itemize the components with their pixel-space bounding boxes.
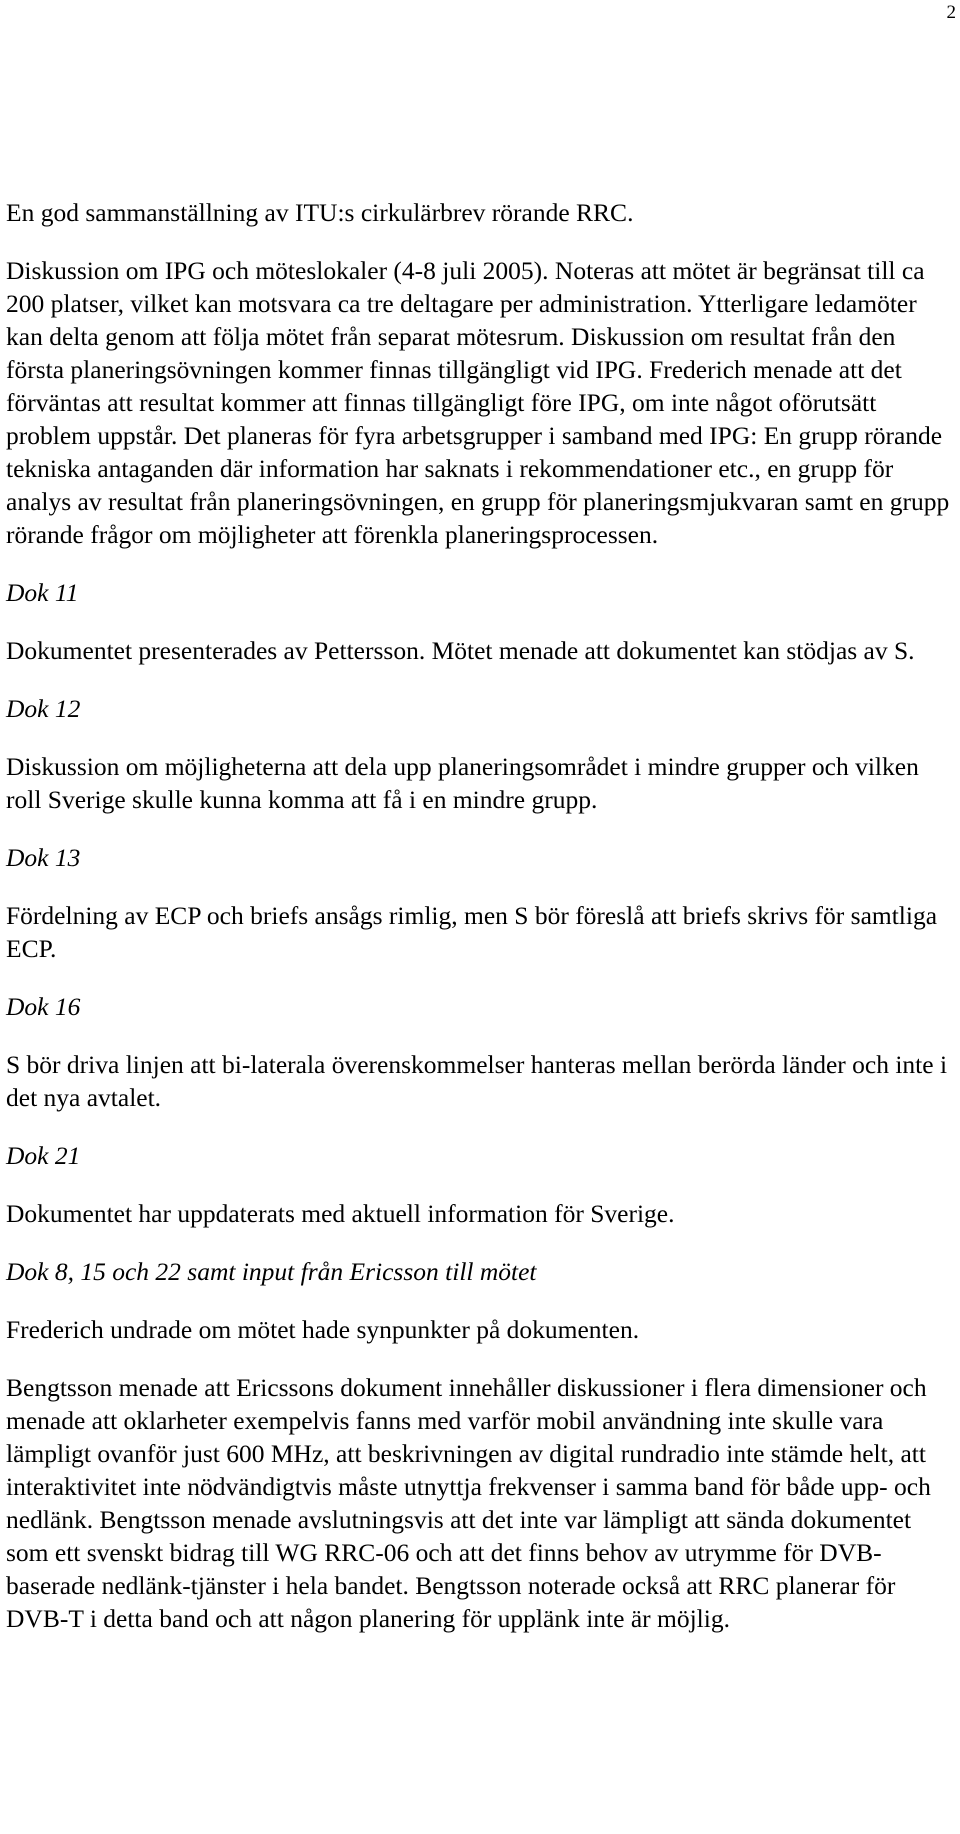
paragraph-dok-12: Diskussion om möjligheterna att dela upp planeringsområdet i mindre grupper och vilken roll Sverige skulle kunna komma att få i en mindre grupp. xyxy=(6,752,919,814)
paragraph-rrc-summary: En god sammanställning av ITU:s cirkulärbrev rörande RRC. xyxy=(6,198,634,227)
heading-dok-12: Dok 12 xyxy=(6,694,81,723)
paragraph-frederich-question: Frederich undrade om mötet hade synpunkter på dokumenten. xyxy=(6,1315,640,1344)
heading-dok-16: Dok 16 xyxy=(6,992,81,1021)
paragraph-dok-16: S bör driva linjen att bi-laterala överenskommelser hanteras mellan berörda länder och inte i det nya avtalet. xyxy=(6,1050,948,1112)
paragraph-ipg-discussion: Diskussion om IPG och möteslokaler (4-8 juli 2005). Noteras att mötet är begränsat till ca 200 platser, vilket kan motsvara ca tre deltagare per administration. Ytterligare ledamöter kan delta genom att följa mötet från separat mötesrum. Diskussion om resultat från den första planeringsövningen kommer finnas tillgängligt vid IPG. Frederich menade att det förväntas att resultat kommer att finnas tillgängligt före IPG, om inte något oförutsätt problem uppstår. Det planeras för fyra arbetsgrupper i samband med IPG: En grupp rörande tekniska antaganden där information har saknats i rekommendationer etc., en grupp för analys av resultat från planeringsövningen, en grupp för planeringsmjukvaran samt en grupp rörande frågor om möjligheter att förenkla planeringsprocessen. xyxy=(6,256,950,549)
document-body xyxy=(6,196,950,1660)
heading-dok-8-15-22: Dok 8, 15 och 22 samt input från Ericsson till mötet xyxy=(6,1257,537,1286)
heading-dok-13: Dok 13 xyxy=(6,843,81,872)
paragraph-dok-13: Fördelning av ECP och briefs ansågs rimlig, men S bör föreslå att briefs skrivs för samtliga ECP. xyxy=(6,901,938,963)
heading-dok-21: Dok 21 xyxy=(6,1141,81,1170)
paragraph-dok-11: Dokumentet presenterades av Pettersson. Mötet menade att dokumentet kan stödjas av S. xyxy=(6,636,915,665)
heading-dok-11: Dok 11 xyxy=(6,578,79,607)
page-number: 2 xyxy=(946,2,956,23)
paragraph-bengtsson-comments: Bengtsson menade att Ericssons dokument innehåller diskussioner i flera dimensioner och menade att oklarheter exempelvis fanns med varför mobil användning inte skulle vara lämpligt ovanför just 600 MHz, att beskrivningen av digital rundradio inte stämde helt, att interaktivitet inte nödvändigtvis måste utnyttja frekvenser i samma band för både upp- och nedlänk. Bengtsson menade avslutningsvis att det inte var lämpligt att sända dokumentet som ett svenskt bidrag till WG RRC-06 och att det finns behov av utrymme för DVB-baserade nedlänk-tjänster i hela bandet. Bengtsson noterade också att RRC planerar för DVB-T i detta band och att någon planering för upplänk inte är möjlig. xyxy=(6,1373,931,1633)
paragraph-dok-21: Dokumentet har uppdaterats med aktuell information för Sverige. xyxy=(6,1199,675,1228)
